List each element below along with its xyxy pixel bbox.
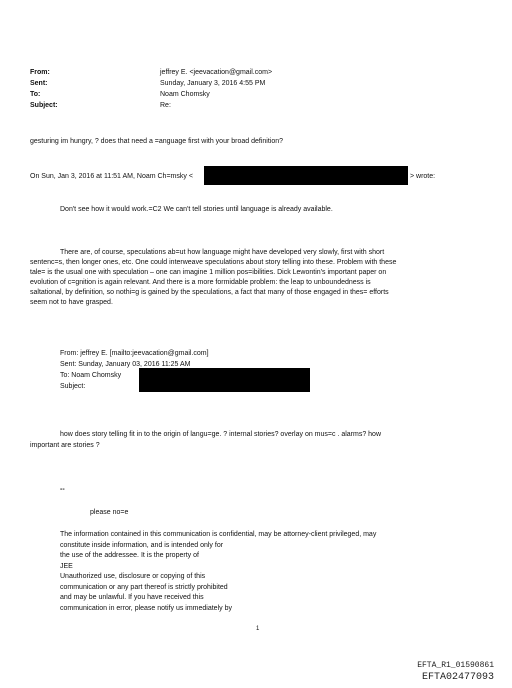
quoted-sent: Sent: Sunday, January 03, 2016 11:25 AM <box>60 361 191 368</box>
disclaimer-line: JEE <box>60 562 73 570</box>
question-line-1: how does story telling fit in to the origin of langu=ge. ? internal stories? overlay on mus=c . alarms? how <box>60 431 382 438</box>
paragraph-line: sentenc=s, then longer ones, etc. One could interweave speculations about story telling into these. Problem with these <box>30 259 397 266</box>
please-note: please no=e <box>90 509 129 516</box>
redaction-box <box>204 166 408 185</box>
subject-label: Subject: <box>30 102 58 109</box>
footer-id-small: EFTA_R1_01590861 <box>417 661 494 670</box>
quoted-to: To: Noam Chomsky <box>60 372 122 379</box>
question-line-2: important are stories ? <box>30 442 100 449</box>
chomsky-line: Don't see how it would work.=C2 We can't tell stories until language is already available. <box>60 206 333 213</box>
disclaimer-line: Unauthorized use, disclosure or copying of this <box>60 573 206 580</box>
to-label: To: <box>30 91 41 98</box>
paragraph-line: seem not to have grasped. <box>30 299 113 306</box>
from-label: From: <box>30 69 50 76</box>
chomsky-paragraph <box>30 248 490 308</box>
paragraph-line: tale= is the usual one with speculation – one can imagine 1 million pos=ibilities. Dick Lewontin's important paper on <box>30 269 387 276</box>
paragraph-line: There are, of course, speculations ab=ut how language might have developed very slowly, first with short <box>60 249 385 256</box>
from-value: jeffrey E. <jeevacation@gmail.com> <box>160 69 273 76</box>
redaction-box <box>139 368 310 392</box>
disclaimer-line: the use of the addressee. It is the property of <box>60 552 199 559</box>
to-value: Noam Chomsky <box>160 91 210 98</box>
quoted-subject: Subject: <box>60 383 86 390</box>
quoted-from: From: jeffrey E. [mailto:jeevacation@gmail.com] <box>60 350 209 357</box>
reply-wrote: > wrote: <box>410 173 436 180</box>
disclaimer-block <box>60 530 480 614</box>
disclaimer-line: The information contained in this communication is confidential, may be attorney-client privileged, may <box>60 531 377 538</box>
sent-label: Sent: <box>30 80 48 87</box>
paragraph-line: saltational, by definition, so nothi=g is gained by the speculations, a fact that many of those engaged in thes= efforts <box>30 289 389 296</box>
page-number: 1 <box>256 626 260 632</box>
disclaimer-line: and may be unlawful. If you have received this <box>60 594 204 601</box>
signature-dashes: -- <box>60 486 65 493</box>
disclaimer-line: communication or any part thereof is strictly prohibited <box>60 583 228 591</box>
disclaimer-line: constitute inside information, and is intended only for <box>60 541 224 549</box>
reply-intro: On Sun, Jan 3, 2016 at 11:51 AM, Noam Ch=msky < <box>30 173 193 180</box>
subject-value: Re: <box>160 102 171 109</box>
footer-id-large: EFTA02477093 <box>421 672 494 683</box>
sent-value: Sunday, January 3, 2016 4:55 PM <box>160 80 266 87</box>
disclaimer-line: communication in error, please notify us immediately by <box>60 604 232 612</box>
paragraph-line: evolution of c=gnition is again relevant. And there is a more formidable problem: the leap to unboundedness is <box>30 279 371 286</box>
opening-line: gesturing im hungry, ? does that need a =anguage first with your broad definition? <box>30 138 284 145</box>
